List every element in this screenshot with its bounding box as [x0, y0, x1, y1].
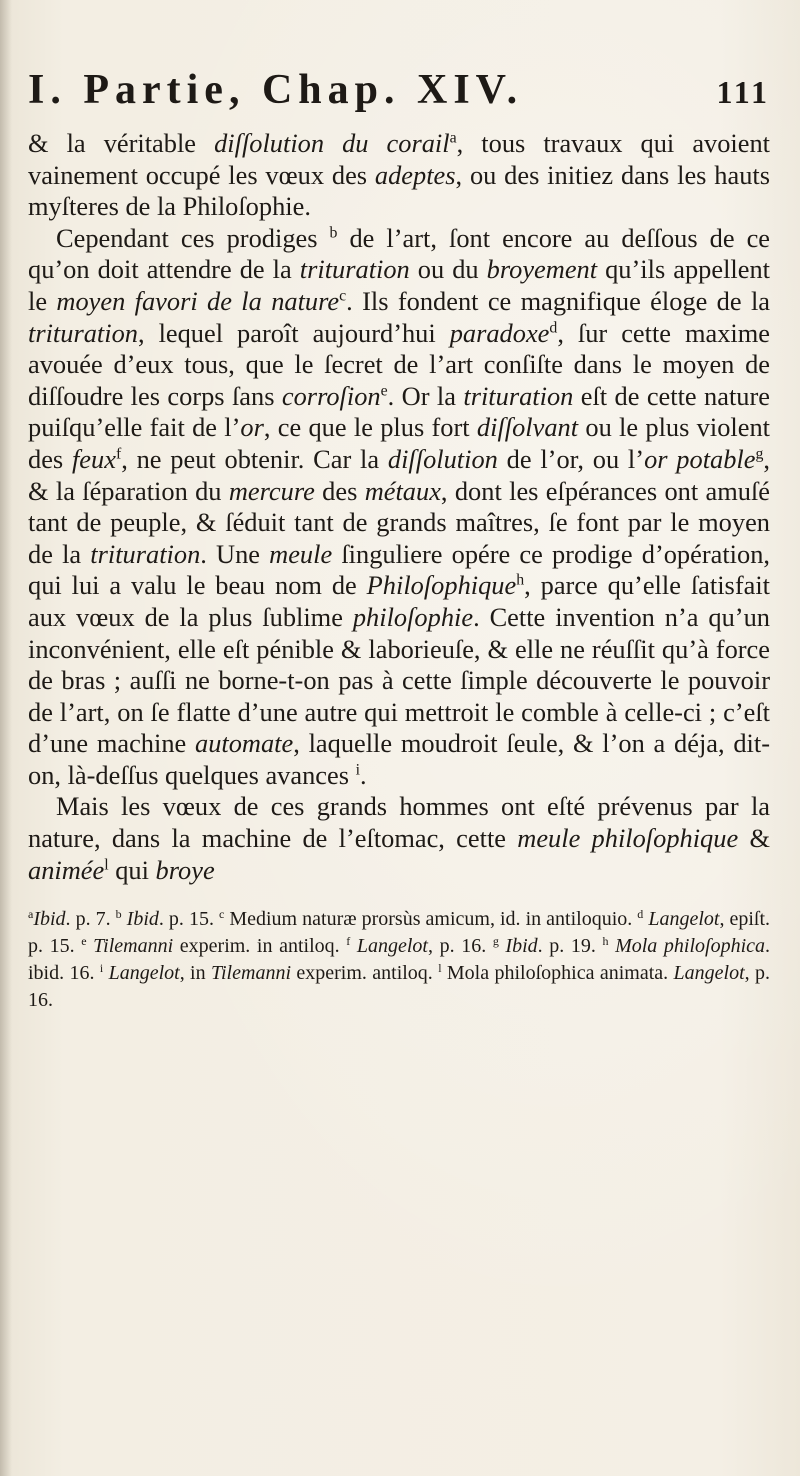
main-text: [28, 128, 770, 1014]
footnote-marker: i: [99, 961, 104, 976]
footnote-marker: a: [449, 129, 457, 147]
footnote-marker: h: [516, 571, 525, 589]
italic-text: Langelot: [350, 935, 428, 958]
text-run: &: [738, 823, 770, 854]
text-run: , parce qu’elle ſatisfait aux vœux de la plus ſublime: [28, 570, 770, 632]
text-run: experim. in antiloq.: [173, 935, 347, 958]
paragraph: [28, 791, 770, 886]
italic-text: trituration: [299, 254, 410, 285]
text-run: eſt de cette nature puiſqu’elle fait de l’: [28, 380, 770, 443]
italic-text: paradoxe: [449, 317, 550, 348]
italic-text: or: [240, 412, 264, 443]
text-run: Cependant ces prodiges: [56, 222, 330, 253]
running-head-title: I. Partie, Chap. XIV.: [28, 67, 524, 113]
footnote-marker: f: [346, 934, 351, 949]
italic-text: or potable: [644, 443, 756, 474]
italic-text: diſſolution du corail: [214, 128, 450, 158]
italic-text: Philoſophique: [366, 570, 517, 601]
italic-text: trituration: [28, 317, 138, 348]
italic-text: philoſophie: [352, 601, 474, 632]
text-run: , ne peut obtenir. Car la: [121, 443, 388, 474]
text-run: . Une: [200, 538, 270, 569]
italic-text: Tilemanni: [86, 935, 174, 958]
footnote-marker: c: [218, 907, 225, 922]
italic-text: Langelot: [103, 962, 180, 985]
footnote-marker: e: [380, 382, 388, 400]
text-run: . p. 19.: [537, 935, 603, 958]
text-run: .: [359, 759, 367, 790]
text-run: des: [314, 475, 365, 506]
text-run: , & la ſéparation du: [28, 443, 770, 506]
italic-text: broye: [155, 854, 215, 885]
italic-text: meule: [269, 538, 333, 569]
text-run: , p. 16.: [28, 962, 771, 1012]
italic-text: trituration: [90, 538, 201, 569]
italic-text: Mola philoſophica: [608, 935, 766, 958]
italic-text: automate: [195, 728, 294, 759]
italic-text: mercure: [228, 475, 315, 506]
footnote-marker: g: [492, 934, 499, 949]
text-run: , lequel paroît aujourd’hui: [137, 317, 450, 348]
page-number: 111: [716, 74, 770, 110]
italic-text: Langelot: [643, 908, 720, 931]
text-run: experim. antiloq.: [291, 962, 439, 985]
text-run: , ce que le plus fort: [263, 412, 477, 443]
italic-text: diſſolvant: [476, 412, 579, 443]
text-run: de l’or, ou l’: [497, 443, 645, 474]
text-run: , ou des initiez dans les hauts myſteres de la Philoſophie.: [28, 159, 770, 222]
footnote-marker: e: [81, 934, 87, 949]
italic-text: Tilemanni: [210, 962, 291, 985]
paragraph: [28, 223, 770, 792]
text-run: ſinguliere opére ce prodige d’opération, qui lui a valu le beau nom de: [28, 538, 770, 601]
text-run: ou du: [409, 254, 487, 285]
text-run: . Ils fondent ce magnifique éloge de la: [346, 285, 770, 316]
italic-text: broyement: [486, 254, 598, 285]
page-gutter-shadow: [0, 0, 12, 1476]
text-run: qu’ils appellent le: [28, 254, 770, 316]
text-run: , ſur cette maxime avouée d’eux tous, que le ſecret de l’art conſiſte dans le moyen de diſſoudre les corps ſans: [28, 317, 770, 411]
text-run: , dont les eſpérances ont amuſé tant de peuple, & ſéduit tant de grands maîtres, ſe font par le moyen de la: [28, 475, 771, 569]
text-run: , tous travaux qui avoient vainement occupé les vœux des: [28, 128, 771, 190]
text-run: Mais les vœux de ces grands hommes ont eſté prévenus par la nature, dans la machine de l’eſtomac, cette: [28, 791, 770, 854]
italic-text: feux: [71, 443, 116, 474]
text-run: qui: [108, 854, 156, 885]
text-run: . Or la: [387, 380, 464, 411]
paragraph: [28, 128, 770, 223]
text-run: . Cette invention n’a qu’un inconvénient, elle eſt pénible & laborieuſe, & elle ne réuſſit qu’à force de bras ; auſſi ne borne-t-on pas à cette ſimple découverte le pouvoir de l’art, on ſe flatte d’une autre qui mettroit le comble à celle-ci ; c’eſt d’une machine: [28, 601, 770, 759]
footnote-marker: d: [549, 319, 558, 337]
italic-text: corroſion: [281, 380, 381, 411]
text-run: , in: [179, 962, 211, 985]
italic-text: Ibid: [33, 908, 66, 931]
text-run: . ibid. 16.: [28, 935, 771, 985]
footnote-marker: h: [602, 934, 609, 949]
italic-text: diſſolution: [387, 443, 498, 474]
text-run: Mola philoſophica animata.: [441, 962, 674, 985]
text-run: . p. 7.: [65, 908, 116, 931]
text-run: Medium naturæ prorsùs amicum, id. in antiloquio.: [224, 908, 638, 931]
italic-text: Langelot: [673, 962, 745, 985]
footnote-marker: f: [115, 445, 122, 463]
text-run: , epiſt. p. 15.: [28, 908, 771, 958]
footnote-marker: b: [115, 907, 122, 922]
footnote-marker: c: [339, 287, 347, 305]
italic-text: Ibid: [121, 908, 159, 931]
italic-text: adeptes: [374, 159, 456, 190]
text-run: ou le plus violent des: [28, 412, 770, 474]
text-run: & la véritable: [28, 128, 215, 158]
text-run: de l’art, ſont encore au deſſous de ce qu’on doit attendre de la: [28, 222, 770, 285]
footnote-marker: l: [438, 961, 442, 976]
footnotes: [28, 906, 770, 1014]
footnote-marker: b: [329, 224, 338, 242]
italic-text: animée: [28, 854, 105, 885]
text-run: . p. 15.: [158, 908, 219, 931]
text-run: , p. 16.: [427, 935, 493, 958]
footnote-marker: d: [637, 907, 644, 922]
italic-text: moyen favori de la nature: [56, 285, 340, 316]
footnote-marker: l: [104, 856, 109, 874]
italic-text: Ibid: [498, 935, 538, 958]
text-run: , laquelle moudroit ſeule, & l’on a déja, dit-on, là-deſſus quelques avances: [28, 728, 770, 790]
running-header: [28, 66, 770, 126]
italic-text: métaux: [364, 475, 441, 506]
footnote-marker: g: [755, 445, 764, 463]
footnote-marker: a: [28, 907, 34, 922]
italic-text: meule philoſophique: [517, 823, 739, 854]
footnote-marker: i: [355, 761, 360, 779]
italic-text: trituration: [463, 380, 574, 411]
